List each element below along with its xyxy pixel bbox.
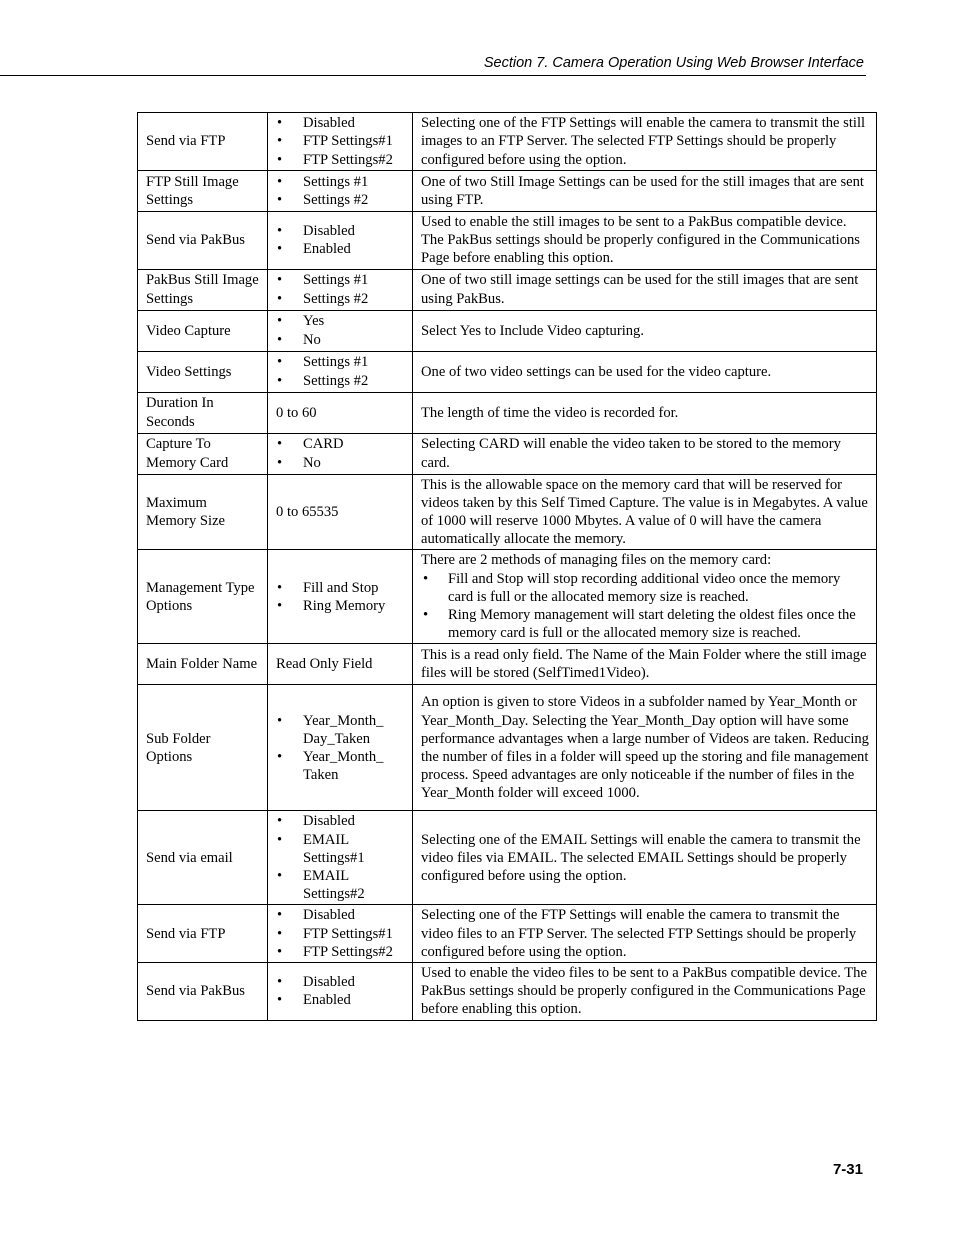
setting-options [268, 550, 413, 644]
option-item: • Fill and Stop [276, 579, 405, 597]
option-item: • Settings #1 [276, 353, 405, 371]
settings-table [137, 112, 877, 1021]
table-row [138, 310, 877, 351]
description-bullet: • Fill and Stop will stop recording additional video once the memory card is full or the allocated memory size is reached. [421, 570, 869, 606]
option-item: • FTP Settings#2 [276, 151, 405, 169]
option-item: • Disabled [276, 812, 405, 830]
setting-options [268, 433, 413, 474]
option-item: • FTP Settings#1 [276, 132, 405, 150]
setting-name: Maximum Memory Size [138, 474, 268, 550]
setting-name: Management Type Options [138, 550, 268, 644]
table-row [138, 644, 877, 685]
setting-name: FTP Still Image Settings [138, 171, 268, 212]
option-item: • Disabled [276, 906, 405, 924]
option-item: • Ring Memory [276, 597, 405, 615]
header-rule [0, 75, 866, 76]
setting-description: An option is given to store Videos in a subfolder named by Year_Month or Year_Month_Day. Selecting the Year_Month_Day option will have some performance advantages when a large number of Videos are taken. Reducing the number of files in a folder will speed up the storing and file management process. Speed advantages are only noticeable if the number of files in the Year_Month folder will exceed 1000. [413, 685, 877, 811]
option-item: • Year_Month_ Taken [276, 748, 405, 784]
setting-value: 0 to 65535 [268, 474, 413, 550]
setting-description: Used to enable the still images to be sent to a PakBus compatible device. The PakBus settings should be properly configured in the Communications Page before enabling this option. [413, 212, 877, 270]
table-row [138, 269, 877, 310]
setting-value: 0 to 60 [268, 392, 413, 433]
setting-name: PakBus Still Image Settings [138, 269, 268, 310]
setting-options [268, 212, 413, 270]
table-row [138, 905, 877, 963]
table-row [138, 550, 877, 644]
page-number: 7-31 [832, 1161, 863, 1178]
setting-options [268, 269, 413, 310]
setting-description: Selecting one of the FTP Settings will enable the camera to transmit the still images to an FTP Server. The selected FTP Settings should be properly configured before using the option. [413, 113, 877, 171]
setting-description: One of two video settings can be used for the video capture. [413, 351, 877, 392]
setting-description: This is a read only field. The Name of the Main Folder where the still image files will be stored (SelfTimed1Video). [413, 644, 877, 685]
setting-name: Duration In Seconds [138, 392, 268, 433]
setting-options [268, 351, 413, 392]
setting-name: Video Settings [138, 351, 268, 392]
table-row [138, 811, 877, 905]
option-item: • Settings #1 [276, 271, 405, 289]
option-item: • EMAIL Settings#1 [276, 831, 405, 867]
description-bullet: • Ring Memory management will start deleting the oldest files once the memory card is full or the allocated memory size is reached. [421, 606, 869, 642]
table-row [138, 351, 877, 392]
setting-description: Selecting one of the EMAIL Settings will enable the camera to transmit the video files via EMAIL. The selected EMAIL Settings should be properly configured before using the option. [413, 811, 877, 905]
setting-description: This is the allowable space on the memory card that will be reserved for videos taken by this Self Timed Capture. The value is in Megabytes. A value of 1000 will reserve 1000 Mbytes. A value of 0 will have the camera automatically allocate the memory. [413, 474, 877, 550]
option-item: • Disabled [276, 973, 405, 991]
setting-name: Send via email [138, 811, 268, 905]
setting-description: Used to enable the video files to be sent to a PakBus compatible device. The PakBus settings should be properly configured in the Communications Page before enabling this option. [413, 963, 877, 1021]
setting-description: Select Yes to Include Video capturing. [413, 310, 877, 351]
setting-value: Read Only Field [268, 644, 413, 685]
setting-description: One of two still image settings can be used for the still images that are sent using PakBus. [413, 269, 877, 310]
option-item: • EMAIL Settings#2 [276, 867, 405, 903]
setting-options [268, 811, 413, 905]
option-item: • CARD [276, 435, 405, 453]
option-item: • Year_Month_ Day_Taken [276, 712, 405, 748]
setting-name: Send via FTP [138, 113, 268, 171]
section-header: Section 7. Camera Operation Using Web Browser Interface [483, 55, 864, 71]
option-item: • Disabled [276, 114, 405, 132]
option-item: • Settings #2 [276, 290, 405, 308]
setting-description: Selecting CARD will enable the video taken to be stored to the memory card. [413, 433, 877, 474]
setting-name: Video Capture [138, 310, 268, 351]
table-row [138, 963, 877, 1021]
setting-name: Send via FTP [138, 905, 268, 963]
table-row [138, 474, 877, 550]
setting-description: The length of time the video is recorded for. [413, 392, 877, 433]
setting-options [268, 310, 413, 351]
option-item: • Enabled [276, 991, 405, 1009]
setting-options [268, 171, 413, 212]
setting-description: One of two Still Image Settings can be used for the still images that are sent using FTP. [413, 171, 877, 212]
option-item: • No [276, 331, 405, 349]
setting-name: Send via PakBus [138, 963, 268, 1021]
setting-name: Main Folder Name [138, 644, 268, 685]
option-item: • FTP Settings#1 [276, 925, 405, 943]
table-row [138, 392, 877, 433]
setting-name: Capture To Memory Card [138, 433, 268, 474]
setting-options [268, 113, 413, 171]
option-item: • Disabled [276, 222, 405, 240]
description-intro: There are 2 methods of managing files on the memory card: [421, 552, 772, 569]
table-row [138, 113, 877, 171]
setting-options [268, 963, 413, 1021]
table-row [138, 433, 877, 474]
option-item: • No [276, 454, 405, 472]
setting-name: Sub Folder Options [138, 685, 268, 811]
setting-description: Selecting one of the FTP Settings will enable the camera to transmit the video files to an FTP Server. The selected FTP Settings should be properly configured before using the option. [413, 905, 877, 963]
setting-options [268, 685, 413, 811]
option-item: • Enabled [276, 240, 405, 258]
option-item: • Settings #1 [276, 173, 405, 191]
table-row [138, 212, 877, 270]
option-item: • Settings #2 [276, 191, 405, 209]
setting-options [268, 905, 413, 963]
option-item: • Settings #2 [276, 372, 405, 390]
table-row [138, 685, 877, 811]
option-item: • FTP Settings#2 [276, 943, 405, 961]
setting-description [413, 550, 877, 644]
setting-name: Send via PakBus [138, 212, 268, 270]
table-row [138, 171, 877, 212]
option-item: • Yes [276, 312, 405, 330]
